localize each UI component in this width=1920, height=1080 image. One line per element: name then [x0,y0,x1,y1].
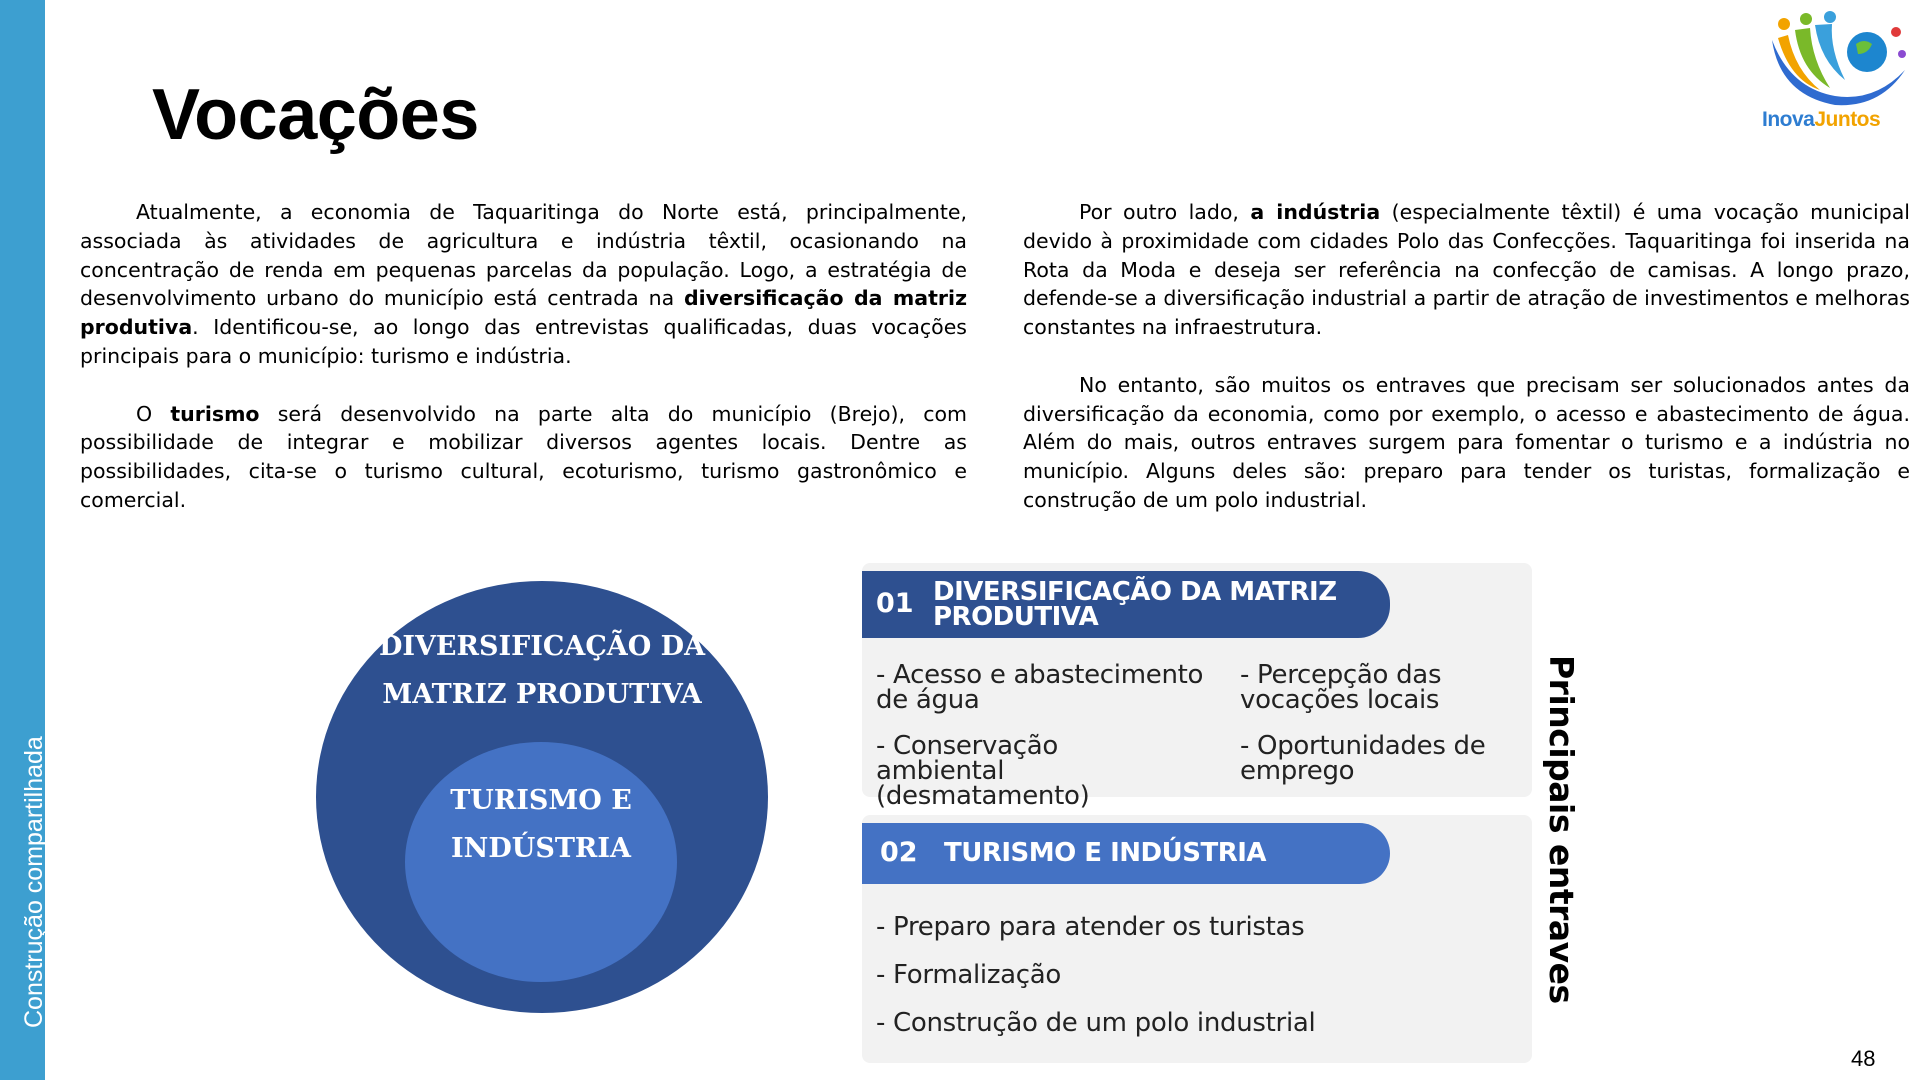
section-1-item: - Oportunidades de emprego [1240,731,1486,786]
section-2-item: - Formalização [876,960,1062,990]
page-title: Vocações [152,75,479,155]
right-paragraph-2: No entanto, são muitos os entraves que precisam ser solucionados antes da diversificação da economia, como por exemplo, o acesso e abastecimento de água. Além do mais, outros entraves surgem para fomentar o turismo e a indústria no município. Alguns deles são: preparo para tender os turistas, formalização e construção de um polo industrial. [1023,372,1910,512]
section-2-item: - Preparo para atender os turistas [876,912,1305,942]
left-column [80,198,967,544]
section-1-item: - Conservação ambiental (desmatamento) [876,731,1090,811]
right-paragraph-1: Por outro lado, a indústria (especialmente têxtil) é uma vocação municipal devido à proximidade com cidades Polo das Confecções. Taquaritinga foi inserida na Rota da Moda e deseja ser referência na confecção de camisas. A longo prazo, defende-se a diversificação industrial a partir de atração de investimentos e melhoras constantes na infraestrutura. [1023,200,1911,340]
logo-text: InovaJuntos [1762,108,1881,131]
section-2-number: 02 [880,837,918,868]
left-paragraph-1: Atualmente, a economia de Taquaritinga do Norte está, principalmente, associada às atividades de agricultura e indústria têxtil, ocasionando na concentração de renda em pequenas parcelas da população. Logo, a estratégia de desenvolvimento urbano do município está centrada na diversificação da matriz produtiva. Identificou-se, ao longo das entrevistas qualificadas, duas vocações principais para o município: turismo e indústria. [80,200,967,368]
section-2-item: - Construção de um polo industrial [876,1008,1316,1038]
section-1-number: 01 [876,588,914,619]
section-2-label: TURISMO E INDÚSTRIA [944,838,1267,868]
section-1-header [862,571,1390,638]
section-1-label: DIVERSIFICAÇÃO DA MATRIZ PRODUTIVA [933,577,1337,632]
right-column [1023,198,1910,544]
outer-circle-label: DIVERSIFICAÇÃO DA MATRIZ PRODUTIVA [378,631,706,710]
left-paragraph-2: O turismo será desenvolvido na parte alta do município (Brejo), com possibilidade de integrar e mobilizar diversos agentes locais. Dentre as possibilidades, cita-se o turismo cultural, ecoturismo, turismo gastronômico e comercial. [80,401,967,512]
inner-circle-label: TURISMO E INDÚSTRIA [450,785,632,864]
page-number: 48 [1851,1046,1876,1071]
section-2-header [862,823,1390,884]
entraves-title: Principais entraves [1542,655,1581,1004]
section-1-item: - Acesso e abastecimento de água [876,660,1204,715]
side-label: Construção compartilhada [20,736,48,1028]
section-1-item: - Percepção das vocações locais [1240,660,1442,715]
